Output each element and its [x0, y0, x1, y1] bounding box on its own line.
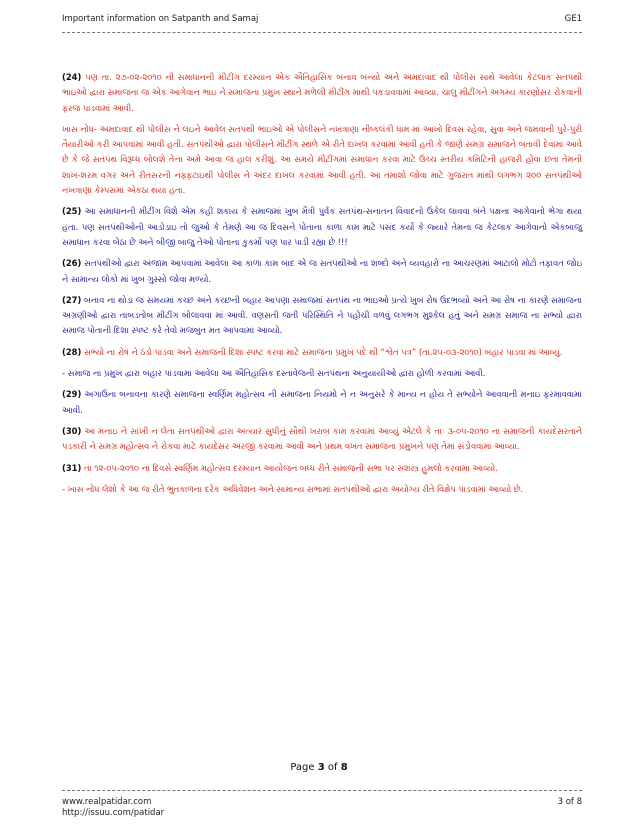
page-number: Page 3 of 8: [290, 762, 348, 773]
footer-issuu-link[interactable]: http://issuu.com/patidar: [62, 808, 165, 818]
header-divider: [62, 32, 582, 33]
document-body: [62, 70, 582, 503]
paragraph-28: (28) સભ્યો ના રોષ ને ઠંડો પાડવા અને સમાજની દિશા સ્પષ્ટ કરવા માટે સમાજના પ્રમુખ પદે થી “શ્વેત પત્ર” (તા.૨૫-૦૩-૨૦૧૦) બહાર પાડવા માં આવ્યું.: [62, 346, 563, 357]
page-footer: [62, 797, 582, 819]
paragraph-31-note: - ખાસ નોંધ લેશો કે આ જ રીતે ભુતકાળના દરેક અધિવેશન અને સામાન્ય સભામાં સતપંથીઓ દ્વારા અયોગ્ય રીતે વિક્ષેપ પાડવામાં આવ્યો છે.: [62, 483, 524, 494]
paragraph-26: (26) સતપંથીઓ દ્વારા અંજામ આપવામાં આવેલા આ કાળા કામ બાદ એ જ સતપંથીઓ ના શબ્દો અને વ્યવહારો ના આચરણમાં આટાલો મોટો તફાવત જોઇ ને સામાન્ય લોકો માં ખુબ ગુસ્સો જોવા મળ્યો.: [62, 258, 582, 284]
footer-page-label: 3 of 8: [557, 797, 582, 807]
special-note-paragraph: ખાસ નોંધ- અમદાવાદ થી પોલીસ ને લઇને આવેલ સતપંથી ભાઇઓ એ પોલીસને નખત્રાણા નીષ્કલંકી ધામ માં આખો દિવસ રહેવા, સુવા અને જમવાની પુરે-પુરી તૈયારીઓ કરી આપવામાં આવી હતી. સતપંથીઓ દ્વારા પોલીસને મીટીંગ સ્થળે એ રીતે દાખલ કરવામાં આવી હતી કે જાણે સમગ્ર સમાજને બતાવી દેવામાં આવે છે કે જે સતપંથ વિરૂધ્ધ બોલશે તેના અમે આવા જ હાલ કરીશું. આ સમયે મીટીંગમાં સમાધાન કરવા માટે ઉચ્ચ સ્તરીય કમિટિની હાજરી હોવા છતા તેમની શાખ-શરમ વગર અને રીતસરની નફ્ફટાઇથી પોલીસ ને અંદર દાખલ કરવામાં આવી હતી. આ તમાશો જોવા માટે ગુજરાત માંથી લગભગ ૨૦૦ સતપંથીઓ નખત્રાણા કેમ્પસમાં એકઠા થયા હતા.: [62, 123, 582, 196]
paragraph-28-note: - સમાજ ના પ્રમુખ દ્વારા બહાર પાડવામાં આવેલા આ ઐતિહાસિક દસ્તાવેજની સતપંથના અનુયાયીઓ દ્વારા હોળી કરવામાં આવી.: [62, 368, 486, 379]
paragraph-25: (25) આ સમાધાનની મીટીંગ વિશે એમ કહી શકાય કે સમાજમાં ખુબ મૈત્રી પુર્વક સતપંથ-સનાતન વિવાદનો ઉકેલ લાવવા બંને પક્ષના આગેવાનો ભેગા થયા હતા. પણ સતપંથીઓની આડોડાઇ તો જુઓ કે તેમણે આ જ દિવસને પોતાના કાળા કામ માટે પસંદ કર્યો કે જ્યારે તેમના જ કેટલાક આગેવાનો એકબાજુ સમાધાન કરવા બેઠા છે અને બીજી બાજુ તેઓ પોતાના કુકર્મો પણ પાર પાડી રહ્યા છે !!!: [62, 206, 582, 247]
footer-divider: [62, 790, 582, 791]
paragraph-30: (30) આ મનાઇ ને સાંખી ન લેતા સતપંથીઓ દ્વારા અત્યાર સુધીનું સૌથી ખરાબ કામ કરવામાં આવ્યું એટલે કે તાઃ ૩-૦૫-૨૦૧૦ ના સમાજની કાયદેસરતાને પડકારી ને સમગ્ર મહોત્સવ ને રોકવા માટે કાયદેસર અરજી કરવામાં આવી અને પ્રથમ વખત સમાજના પ્રમુખને પણ તેમાં સંડોવવામાં આવ્યા.: [62, 425, 582, 452]
paragraph-29: (29) અગાઉના બનાવના કારણે સમાજના સ્વર્ણિમ મહોત્સવ ની સમાજના નિયમો ને ન અનુસરે કે માન્ય ન હોય તે સભ્યોને આવવાની મનાઇ ફરમાવવામાં આવી.: [62, 389, 582, 415]
paragraph-27: (27) બનાવ ના થોડા જ સમયમાં કચ્છ અને કચ્છની બહાર આપણા સમાજમાં સતપંથ ના ભાઇઓ પ્રત્યે ખુબ રોષ ઉદભવ્યો અને આ રોષ ના કારણે સમાજના અગ્રણીઓ દ્વારા તાબડતોબ મીટીંગ બોલાવવા માં આવી. વણસતી જતી પરિસ્થિતિ ને પહોંચી વળવું લગભગ મુશ્કેલ હતું અને સમગ્ર સમાજ ના સભ્યો દ્વારા સમાજ પોતાની દિશા સ્પષ્ટ કરે તેવો મજબુત મત આપવામાં આવ્યો.: [62, 294, 582, 336]
paragraph-24: (24) પણ તા. ૨૭-૦૨-૨૦૧૦ ની સમાધાનની મીટીંગ દરમ્યાન એક ઐતિહાસિક બનાવ બન્યો અને અમદાવાદ થી પોલીસ સાથે આવેલા કેટલાક સતપંથી ભાઇઓ દ્વારા સમાજના જ એક આગેવાન ભાઇ ને સમાજના પ્રમુખ સ્થાને મળેલી મીટીંગ માથી પકડાવવામાં આવ્યા. ચાલુ મીટીંગને અગમ્ય કારણોસર રોકવાની ફરજ પાડવામાં આવી.: [62, 72, 582, 113]
footer-site-link[interactable]: www.realpatidar.com: [62, 797, 152, 807]
document-title: Important information on Satpanth and Samaj: [62, 14, 259, 24]
document-code: GE1: [564, 14, 582, 24]
paragraph-31: (31) તા ૧૨-૦૫-૨૦૧૦ ના દિવસે સ્વર્ણિમ મહોત્સવ દરમ્યાન આયોજન બધ્ધ રીતે સમાજની સભા પર સશસ્ત્ર હુમલો કરવામા આવ્યો.: [62, 462, 498, 473]
page-header: [62, 14, 582, 28]
